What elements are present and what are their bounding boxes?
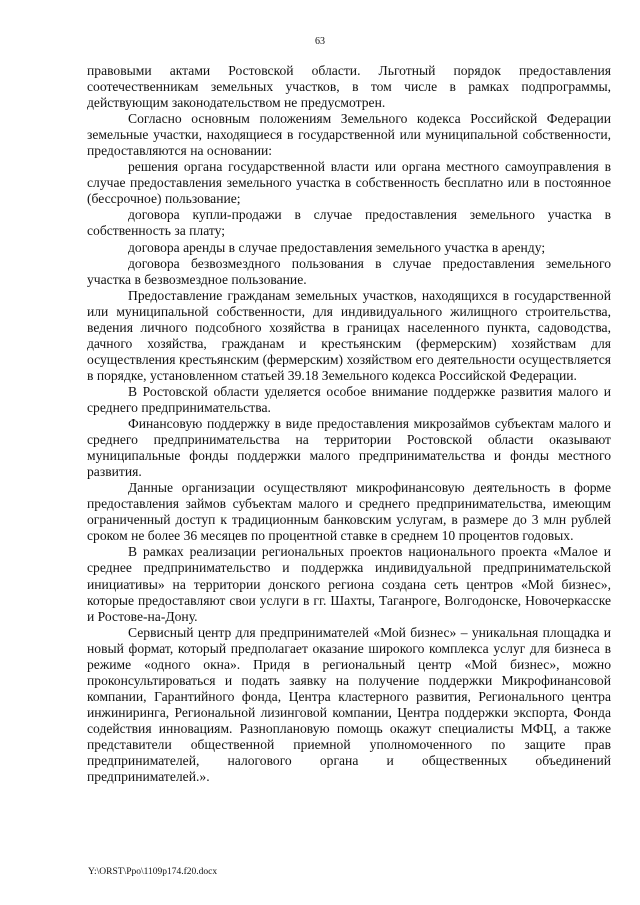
paragraph: Согласно основным положениям Земельного кодекса Российской Федерации земельные участки, находящиеся в государственной или муниципальной собственности, предоставляются на основании: — [87, 111, 611, 159]
paragraph: В Ростовской области уделяется особое внимание поддержке развития малого и среднего предпринимательства. — [87, 383, 611, 415]
list-item: договора аренды в случае предоставления земельного участка в аренду; — [128, 239, 546, 255]
list-item: договора безвозмездного пользования в случае предоставления земельного участка в безвозмездное пользование. — [87, 255, 611, 287]
page-number: 63 — [315, 36, 325, 47]
paragraph: Финансовую поддержку в виде предоставления микрозаймов субъектам малого и среднего предпринимательства на территории Ростовской области оказывают муниципальные фонды поддержки малого предпринимательства и фонды местного развития. — [87, 416, 611, 480]
document-body — [87, 63, 611, 785]
paragraph: Предоставление гражданам земельных участков, находящихся в государственной или муниципальной собственности, для индивидуального жилищного строительства, ведения личного подсобного хозяйства в границах населенного пункта, садоводства, дачного хозяйства, гражданам и крестьянским (фермерским) хозяйствам для осуществления крестьянским (фермерским) хозяйством его деятельности осуществляется в порядке, установленном статьей 39.18 Земельного кодекса Российской Федерации. — [87, 287, 611, 383]
paragraph: Данные организации осуществляют микрофинансовую деятельность в форме предоставления займов субъектам малого и среднего предпринимательства, имеющим ограниченный доступ к традиционным банковским услугам, в размере до 3 млн рублей сроком не более 36 месяцев по процентной ставке в среднем 10 процентов годовых. — [87, 480, 611, 544]
paragraph: правовыми актами Ростовской области. Льготный порядок предоставления соотечественникам земельных участков, в том числе в рамках подпрограммы, действующим законодательством не предусмотрен. — [87, 63, 611, 111]
list-item: решения органа государственной власти или органа местного самоуправления в случае предоставления земельного участка в собственность бесплатно или в постоянное (бессрочное) пользование; — [87, 159, 611, 207]
paragraph: В рамках реализации региональных проектов национального проекта «Малое и среднее предпринимательство и поддержка индивидуальной предпринимательской инициативы» на территории донского региона создана сеть центров «Мой бизнес», которые предоставляют свои услуги в гг. Шахты, Таганроге, Волгодонске, Новочеркасске и Ростове-на-Дону. — [87, 544, 611, 624]
paragraph: Сервисный центр для предпринимателей «Мой бизнес» – уникальная площадка и новый формат, который предполагает оказание широкого комплекса услуг для бизнеса в режиме «одного окна». Придя в региональный центр «Мой бизнес», можно проконсультироваться и подать заявку на получение поддержки Микрофинансовой компании, Гарантийного фонда, Центра кластерного развития, Регионального центра инжиниринга, Региональной лизинговой компании, Центра поддержки экспорта, Фонда содействия инновациям. Разноплановую помощь окажут специалисты МФЦ, а также представители общественной приемной уполномоченного по защите прав предпринимателей, налогового органа и общественных объединений предпринимателей.». — [87, 624, 611, 785]
file-path-footer: Y:\ORST\Ppo\1109p174.f20.docx — [88, 867, 218, 877]
list-item: договора купли-продажи в случае предоставления земельного участка в собственность за плату; — [87, 207, 611, 239]
